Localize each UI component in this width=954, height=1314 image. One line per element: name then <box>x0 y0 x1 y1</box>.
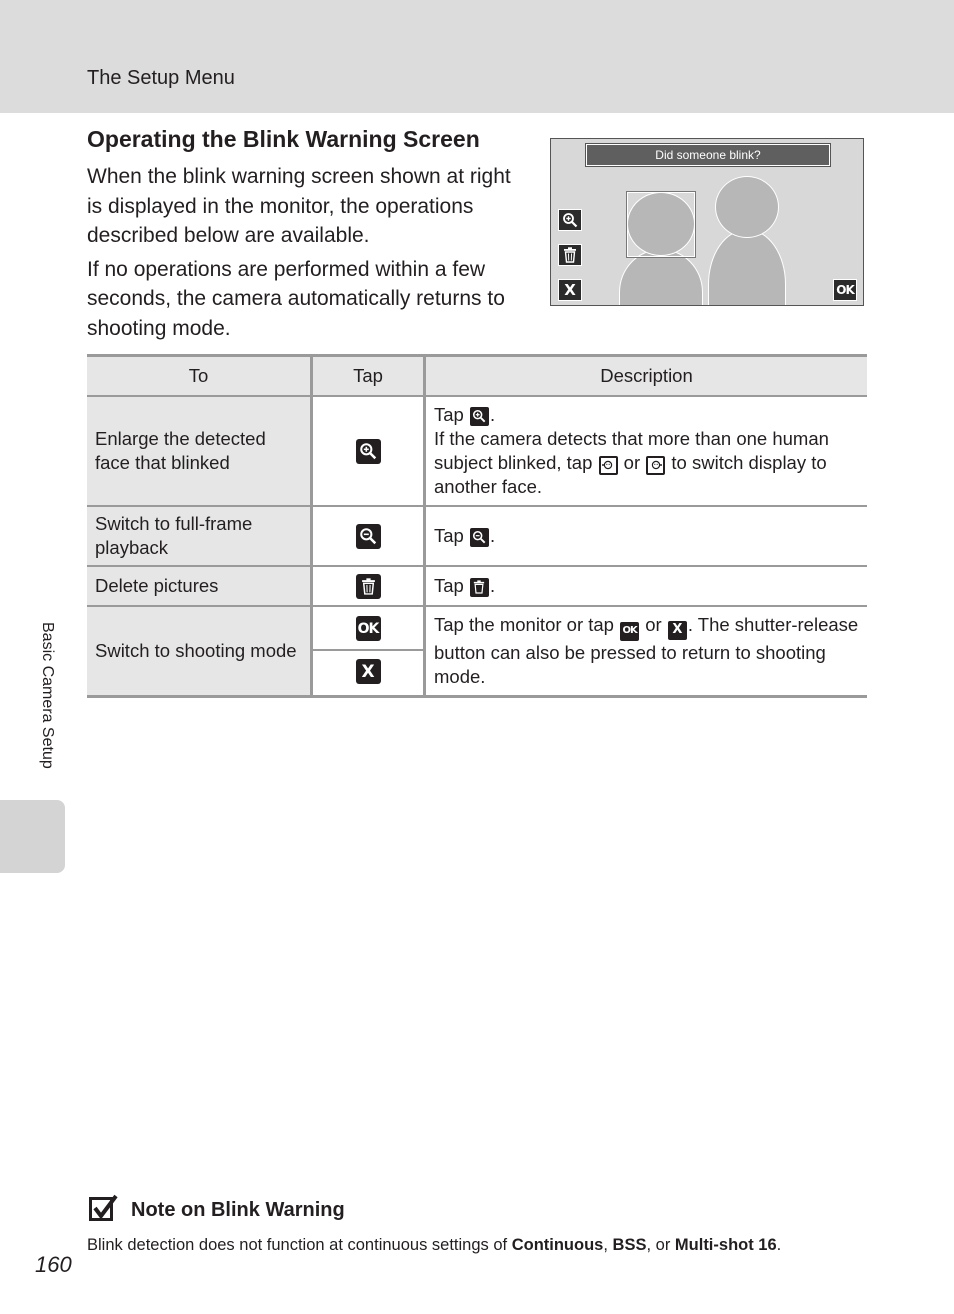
zoom-in-icon[interactable] <box>558 209 582 231</box>
person-right-body <box>708 229 786 306</box>
row-to: Switch to shooting mode <box>87 606 312 696</box>
header-tap: Tap <box>312 356 425 397</box>
row-to: Delete pictures <box>87 566 312 606</box>
table-row <box>87 396 867 506</box>
ok-icon[interactable]: OK <box>833 279 857 301</box>
close-x-icon[interactable]: X <box>558 279 582 301</box>
face-detection-frame <box>627 192 695 257</box>
header-title: The Setup Menu <box>87 67 235 89</box>
blink-warning-screen-illustration <box>550 138 864 306</box>
screen-message: Did someone blink? <box>586 144 830 166</box>
row-description: Tap the monitor or tap OK or X . The shutter-release button can also be pressed to return to shooting mode. <box>425 606 868 696</box>
table-row <box>87 566 867 606</box>
zoom-in-icon <box>470 407 489 426</box>
header-description: Description <box>425 356 868 397</box>
side-tab-label: Basic Camera Setup <box>39 622 56 769</box>
row-to: Enlarge the detected face that blinked <box>87 396 312 506</box>
side-tab-marker <box>0 800 65 873</box>
header-band <box>0 0 954 113</box>
row-description: Tap . If the camera detects that more than one human subject blinked, tap or to switch display to another face. <box>425 396 868 506</box>
ok-icon: OK <box>356 616 381 641</box>
next-face-icon <box>646 456 665 475</box>
intro-paragraph-2: If no operations are performed within a few seconds, the camera automatically returns to shooting mode. <box>87 257 505 340</box>
row-to: Switch to full-frame playback <box>87 506 312 566</box>
checkmark-note-icon <box>88 1194 118 1229</box>
trash-icon <box>356 574 381 599</box>
trash-icon[interactable] <box>558 244 582 266</box>
header-to: To <box>87 356 312 397</box>
section-title: Operating the Blink Warning Screen <box>87 126 480 152</box>
ok-icon: OK <box>620 622 639 641</box>
page-number: 160 <box>35 1252 72 1277</box>
operations-table <box>87 354 867 698</box>
row-description: Tap . <box>425 566 868 606</box>
table-row <box>87 506 867 566</box>
trash-icon <box>470 578 489 597</box>
close-x-icon: X <box>668 621 687 640</box>
table-header-row <box>87 356 867 397</box>
person-left-body <box>619 249 703 306</box>
intro-paragraph-1: When the blink warning screen shown at right is displayed in the monitor, the operations described below are available. <box>87 165 511 247</box>
note-text: Blink detection does not function at continuous settings of Continuous, BSS, or Multi-shot 16. <box>87 1236 782 1254</box>
person-right-head <box>715 176 779 238</box>
note-title: Note on Blink Warning <box>131 1199 345 1221</box>
zoom-out-icon <box>356 524 381 549</box>
table-row <box>87 606 867 696</box>
previous-face-icon <box>599 456 618 475</box>
close-x-icon: X <box>356 659 381 684</box>
row-description: Tap . <box>425 506 868 566</box>
zoom-in-icon <box>356 439 381 464</box>
intro-text <box>87 162 527 347</box>
zoom-out-icon <box>470 528 489 547</box>
